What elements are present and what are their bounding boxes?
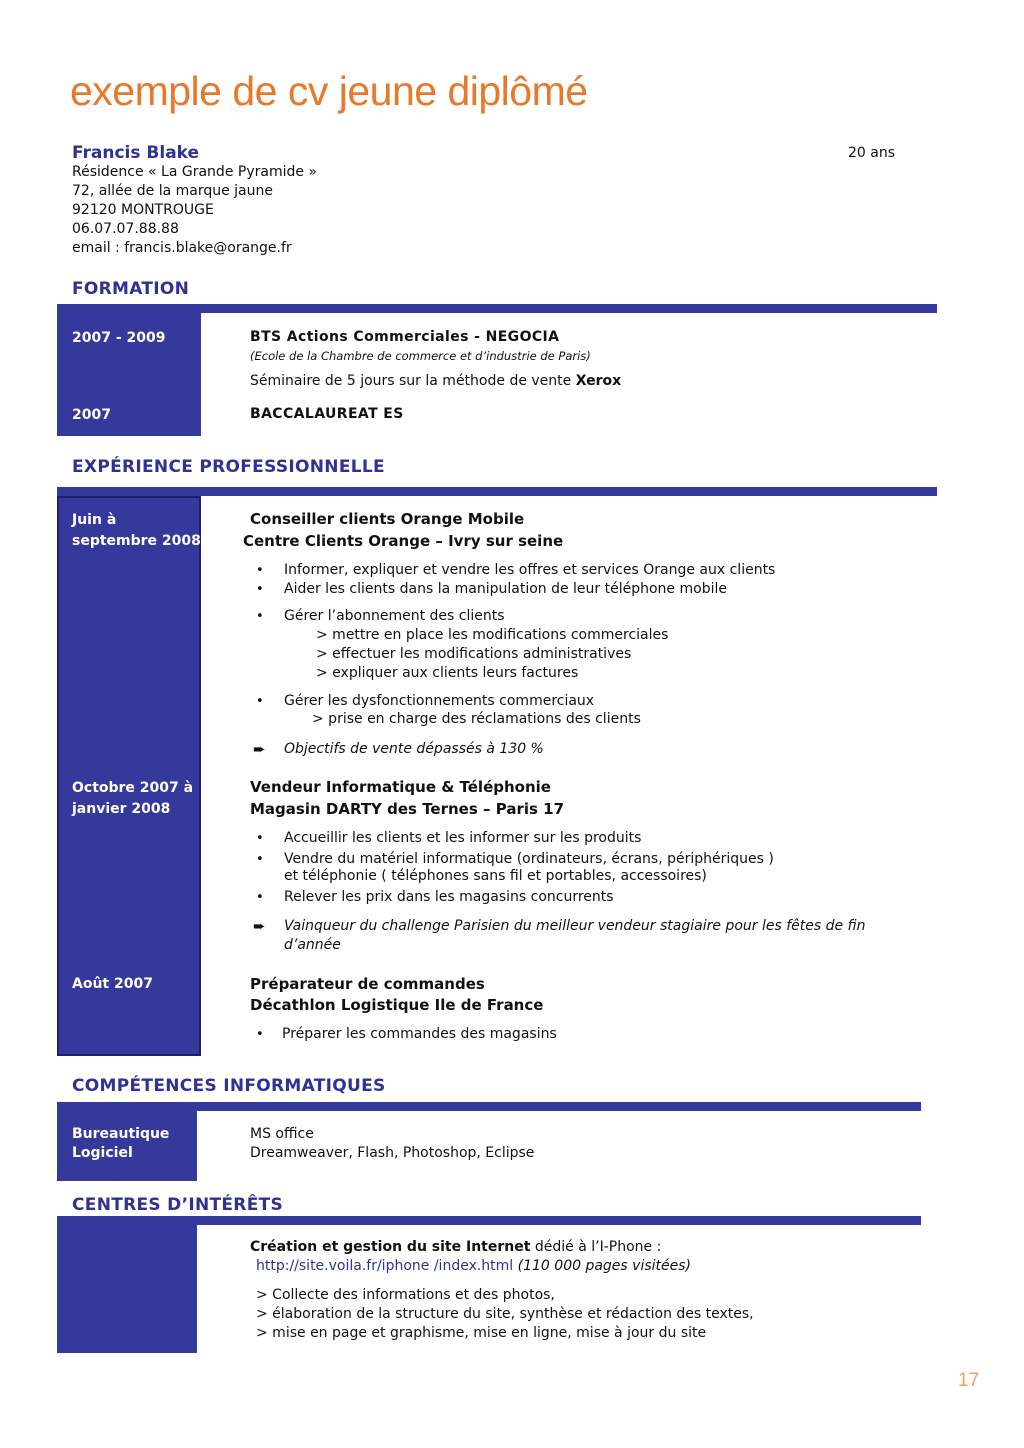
bullet: •: [256, 563, 264, 578]
job-task: Informer, expliquer et vendre les offres et services Orange aux clients: [284, 562, 776, 578]
interest-project: Création et gestion du site Internet dédié à l’I-Phone :: [250, 1239, 662, 1255]
address-line: 72, allée de la marque jaune: [72, 183, 273, 199]
job-subtask: > prise en charge des réclamations des clients: [312, 711, 641, 727]
formation-date: 2007 - 2009: [72, 330, 166, 346]
section-title-formation: FORMATION: [72, 279, 190, 299]
bullet: •: [256, 1027, 264, 1042]
job-company: Centre Clients Orange – Ivry sur seine: [243, 532, 564, 550]
section-title-computer-skills: COMPÉTENCES INFORMATIQUES: [72, 1076, 386, 1096]
skill-label: Bureautique: [72, 1126, 170, 1142]
section-rule: [57, 487, 937, 496]
address-line: Résidence « La Grande Pyramide »: [72, 164, 317, 180]
bullet: •: [256, 582, 264, 597]
website-link[interactable]: http://site.voila.fr/iphone /index.html: [256, 1258, 514, 1274]
email-line: email : francis.blake@orange.fr: [72, 240, 292, 256]
interest-detail: > élaboration de la structure du site, synthèse et rédaction des textes,: [256, 1306, 754, 1322]
interests-sidebar: [57, 1225, 197, 1353]
formation-school: (Ecole de la Chambre de commerce et d’industrie de Paris): [250, 349, 591, 363]
skill-label: Logiciel: [72, 1145, 133, 1161]
job-title: Préparateur de commandes: [250, 975, 485, 993]
interest-detail: > Collecte des informations et des photos,: [256, 1287, 555, 1303]
formation-seminar: Séminaire de 5 jours sur la méthode de vente Xerox: [250, 373, 622, 389]
page-title: exemple de cv jeune diplômé: [70, 68, 588, 114]
job-date: janvier 2008: [72, 801, 171, 817]
job-result: d’année: [284, 937, 341, 953]
arrow-right-icon: ➨: [253, 740, 266, 758]
bullet: •: [256, 890, 264, 905]
candidate-age: 20 ans: [848, 145, 896, 161]
job-task: Gérer les dysfonctionnements commerciaux: [284, 693, 595, 709]
formation-degree: BTS Actions Commerciales - NEGOCIA: [250, 329, 560, 345]
address-line: 92120 MONTROUGE: [72, 202, 214, 218]
section-rule: [57, 304, 937, 313]
formation-degree: BACCALAUREAT ES: [250, 406, 404, 422]
job-task: Vendre du matériel informatique (ordinateurs, écrans, périphériques ): [284, 851, 774, 867]
job-date: septembre 2008: [72, 533, 201, 549]
experience-sidebar: [57, 496, 201, 1056]
job-title: Conseiller clients Orange Mobile: [250, 510, 525, 528]
skill-value: Dreamweaver, Flash, Photoshop, Eclipse: [250, 1145, 535, 1161]
job-task: Aider les clients dans la manipulation de leur téléphone mobile: [284, 581, 727, 597]
candidate-name: Francis Blake: [72, 143, 200, 163]
job-date: Juin à: [72, 512, 117, 528]
job-task: Accueillir les clients et les informer sur les produits: [284, 830, 642, 846]
section-title-experience: EXPÉRIENCE PROFESSIONNELLE: [72, 457, 385, 477]
job-result: Vainqueur du challenge Parisien du meilleur vendeur stagiaire pour les fêtes de fin: [284, 918, 866, 934]
bullet: •: [256, 694, 264, 709]
section-title-interests: CENTRES D’INTÉRÊTS: [72, 1195, 284, 1215]
phone-line: 06.07.07.88.88: [72, 221, 179, 237]
arrow-right-icon: ➨: [253, 917, 266, 935]
bullet: •: [256, 831, 264, 846]
section-rule: [57, 1216, 921, 1225]
job-result: Objectifs de vente dépassés à 130 %: [284, 741, 544, 757]
job-subtask: > mettre en place les modifications commerciales: [316, 627, 669, 643]
job-task: Relever les prix dans les magasins concurrents: [284, 889, 614, 905]
bullet: •: [256, 609, 264, 624]
bullet: •: [256, 852, 264, 867]
job-task: Préparer les commandes des magasins: [282, 1026, 557, 1042]
job-task: Gérer l’abonnement des clients: [284, 608, 505, 624]
formation-date: 2007: [72, 407, 111, 423]
job-company: Magasin DARTY des Ternes – Paris 17: [250, 800, 565, 818]
job-subtask: > effectuer les modifications administratives: [316, 646, 632, 662]
job-date: Août 2007: [72, 976, 153, 992]
job-date: Octobre 2007 à: [72, 780, 194, 796]
interest-link-line: http://site.voila.fr/iphone /index.html (110 000 pages visitées): [256, 1258, 691, 1274]
job-company: Décathlon Logistique Ile de France: [250, 996, 544, 1014]
skill-value: MS office: [250, 1126, 314, 1142]
section-rule: [57, 1102, 921, 1111]
job-title: Vendeur Informatique & Téléphonie: [250, 778, 551, 796]
job-task: et téléphonie ( téléphones sans fil et portables, accessoires): [284, 868, 707, 884]
interest-detail: > mise en page et graphisme, mise en ligne, mise à jour du site: [256, 1325, 707, 1341]
page-number: 17: [958, 1370, 980, 1391]
job-subtask: > expliquer aux clients leurs factures: [316, 665, 579, 681]
